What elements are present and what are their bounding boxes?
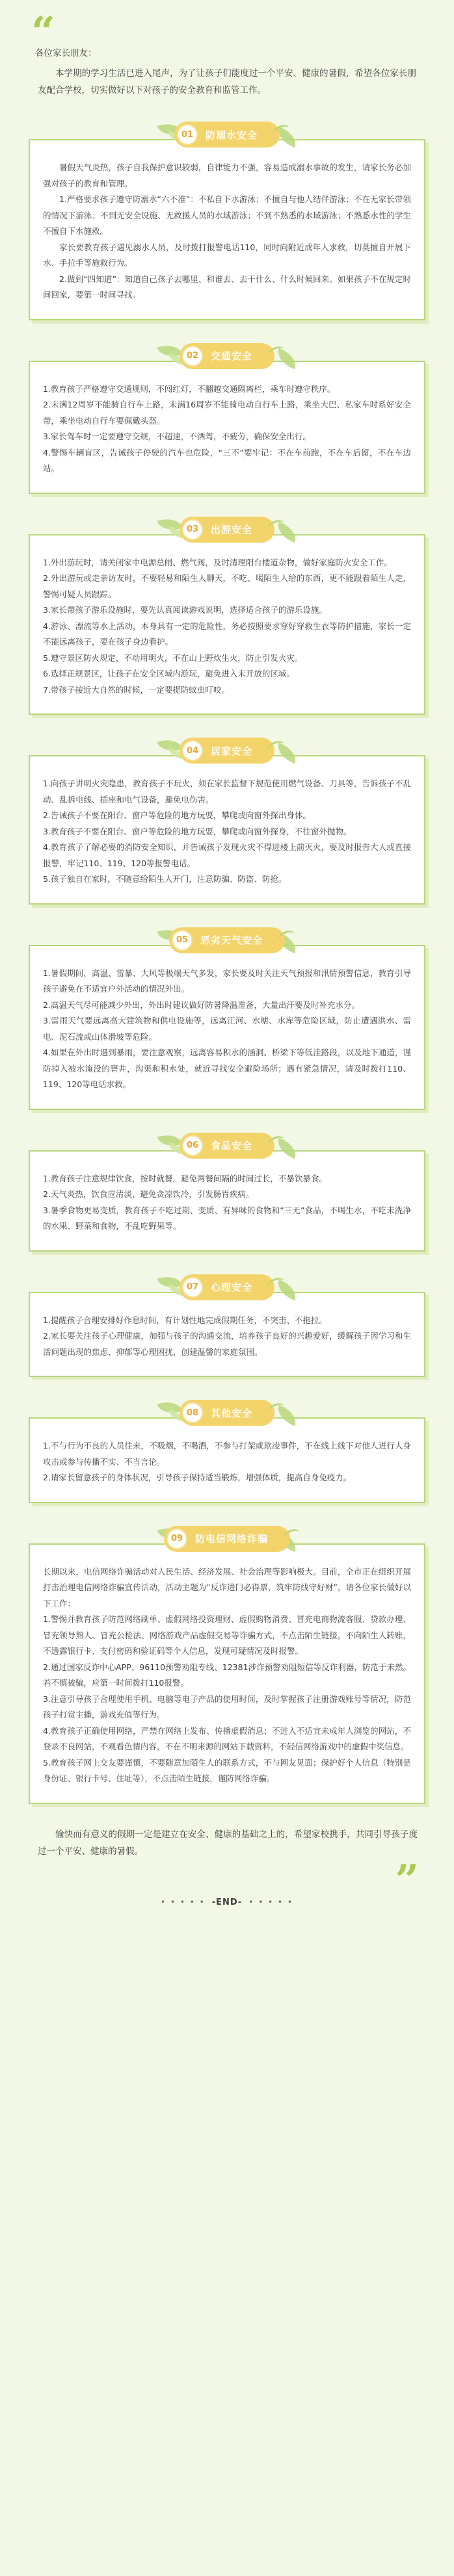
end-dots-right: • • • • • (248, 1898, 293, 1907)
section-paragraph: 7.带孩子接近大自然的时候，一定要提防蚊虫叮咬。 (43, 684, 230, 695)
section-paragraph: 3.教育孩子不要在阳台、窗户等危险的地方玩耍，攀爬或向窗外探身，不往窗外抛物。 (43, 826, 352, 836)
section-02 (29, 339, 425, 494)
section-paragraph: 3.注意引导孩子合理使用手机、电脑等电子产品的使用时间，及时掌握孩子注册游戏账号等情况，防范孩子打赏主播，游戏充值等行为。 (43, 1694, 411, 1719)
section-07 (29, 1270, 425, 1378)
section-number: 02 (182, 346, 203, 367)
section-paragraph: 1.警惕并教育孩子防范网络刷单、虚假网络投资理财、虚假购物消费、冒充电商物流客服、贷款办理、冒充领导熟人、冒充公检法、网络游戏产品虚假交易等诈骗方式，不点击陌生链接，不向陌生人转账，不透露银行卡、支付密码和验证码等个人信息，发现可疑情况及时报警。 (43, 1614, 411, 1656)
section-paragraph: 1.严格要求孩子遵守防溺水“六不准”：不私自下水游泳；不擅自与他人结伴游泳；不在无家长带领的情况下游泳；不到无安全设施、无救援人员的水域游泳；不到不熟悉的水域游泳；不熟悉水性的学生不擅自下水施救。 (43, 194, 411, 236)
section-content-box (29, 361, 425, 494)
section-paragraph: 家长要教育孩子遇见溺水人员，及时拨打报警电话110，同时向附近成年人求救，切莫擅自开展下水、手拉手等施救行为。 (43, 242, 411, 268)
section-paragraph: 4.如果在外出时遇到暴雨，要注意观察，远离容易积水的涵洞、桥梁下等低洼路段，以及地下通道，谨防掉入被水淹没的窨井，沟渠和积水处，就近寻找安全避险场所；遇有紧急情况，请及时拨打110、119、120等电话求救。 (43, 1048, 411, 1089)
section-08 (29, 1395, 425, 1503)
section-content-box (29, 1543, 425, 1804)
section-title-pill (169, 927, 285, 953)
section-04 (29, 733, 425, 905)
end-dots-left: • • • • • (161, 1898, 206, 1907)
section-paragraph: 2.做到“四知道”：知道自己孩子去哪里、和谁去、去干什么、什么时候回来。如果孩子不在规定时间回家，要第一时间寻找。 (43, 274, 411, 300)
section-title: 防溺水安全 (205, 129, 258, 141)
section-title: 交通安全 (210, 350, 252, 362)
section-number: 06 (182, 1135, 203, 1156)
end-marker (29, 1898, 425, 1907)
section-paragraph: 1.暑假期间，高温、雷暴、大风等极端天气多发，家长要及时关注天气预报和汛情预警信息，教育引导孩子避免在不适宜户外活动的情况外出。 (43, 968, 411, 994)
section-number: 01 (177, 124, 198, 145)
section-06 (29, 1128, 425, 1252)
greeting: 各位家长朋友： (35, 48, 97, 58)
section-03 (29, 512, 425, 715)
section-paragraph: 3.暑季食物更易变质，教育孩子不吃过期、变质、有异味的食物和“三无”食品，不喝生水，不吃未洗净的水果、野菜和食物，不乱吃野果等。 (43, 1205, 411, 1231)
section-paragraph: 4.游泳、漂流等水上活动，本身具有一定的危险性，务必按照要求穿好穿救生衣等防护措施，家长一定不能远离孩子，要在孩子身边看护。 (43, 621, 411, 647)
section-paragraph: 2.告诫孩子不要在阳台、窗户等危险的地方玩耍，攀爬或向窗外探出身体。 (43, 810, 311, 820)
section-paragraph: 2.家长要关注孩子心理健康，加强与孩子的沟通交流，培养孩子良好的兴趣爱好，缓解孩子因学习和生活问题出现的焦虑、抑郁等心理困扰，创建温馨的家庭氛围。 (43, 1331, 411, 1357)
section-paragraph: 暑假天气炎热，孩子自我保护意识较弱，自律能力不强，容易造成溺水事故的发生，请家长务必加强对孩子的教育和管理。 (43, 162, 411, 188)
section-header (29, 1270, 425, 1305)
section-content-box (29, 755, 425, 905)
section-title: 居家安全 (210, 745, 252, 757)
section-paragraph: 1.提醒孩子合理安排好作息时间，有计划性地完成假期任务，不突击、不拖拉。 (43, 1315, 327, 1325)
section-paragraph: 2.请家长留意孩子的身体状况，引导孩子保持适当锻炼，增强体质，提高自身免疫力。 (43, 1473, 352, 1482)
section-05 (29, 923, 425, 1110)
section-title-pill (180, 517, 274, 543)
section-header (29, 923, 425, 958)
section-number: 03 (182, 519, 203, 540)
section-title: 其他安全 (210, 1407, 252, 1419)
section-paragraph: 2.通过国家反诈中心APP、96110预警劝阻专线、12381涉诈预警劝阻短信等反诈利器，防范于未然。若不慎被骗，应第一时间拨打110报警。 (43, 1662, 411, 1688)
section-paragraph: 1.向孩子讲明火灾隐患，教育孩子不玩火，须在家长监督下规范使用燃气设备、刀具等，告诉孩子不乱动、乱拆电线、插座和电气设备，避免电伤害。 (43, 779, 411, 805)
section-paragraph: 2.高温天气尽可能减少外出，外出时建议做好防暑降温准备，大量出汗要及时补充水分。 (43, 999, 360, 1010)
end-label: -END- (211, 1897, 243, 1907)
section-paragraph: 5.孩子独自在家时，不随意给陌生人开门，注意防骗、防盗、防抢。 (43, 874, 287, 884)
section-paragraph: 3.雷雨天气要远离高大建筑物和供电设施等，远离江河、水塘、水库等危险区域，防止遭遇洪水、雷电、泥石流或山体滑坡等危险。 (43, 1016, 411, 1042)
section-paragraph: 4.教育孩子正确使用网络，严禁在网络上发布、传播虚假消息；不进入不适宜未成年人浏览的网站，不登录不良网站，不观看色情内容，不在不明来源的网站下载资料，不轻信网络游戏中的虚假中奖信息。 (43, 1725, 411, 1751)
section-title: 防电信网络诈骗 (194, 1533, 268, 1545)
section-01 (29, 117, 425, 320)
section-title: 出游安全 (210, 524, 252, 535)
section-header (29, 117, 425, 152)
section-number: 04 (182, 740, 203, 761)
sections-container (29, 117, 425, 1804)
open-quote-icon: “ (31, 8, 55, 57)
section-header (29, 1128, 425, 1163)
section-number: 05 (172, 930, 193, 951)
close-quote-icon: ” (395, 1855, 419, 1905)
section-number: 07 (182, 1277, 203, 1298)
section-paragraph: 3.家长驾车时一定要遵守交规，不超速，不酒驾，不疲劳，确保安全出行。 (43, 431, 311, 441)
section-paragraph: 2.未满12周岁不能骑自行车上路，未满16周岁不能骑电动自行车上路，乘坐大巴、私家车时系好安全带，乘坐电动自行车要佩戴头盔。 (43, 400, 411, 426)
section-paragraph: 1.教育孩子注意规律饮食，按时就餐，避免两餐间隔的时间过长，不暴饮暴食。 (43, 1173, 327, 1183)
section-title-pill (180, 343, 274, 369)
section-header (29, 339, 425, 374)
intro-paragraph: 本学期的学习生活已进入尾声，为了让孩子们能度过一个平安、健康的暑假，希望各位家长朋友配合学校，切实做好以下对孩子的安全教育和监管工作。 (38, 68, 416, 96)
section-paragraph: 1.不与行为不良的人员往来，不吸烟，不喝酒，不参与打架或欺凌事件，不在线上线下对他人进行人身攻击或参与传播不实、不当言论。 (43, 1441, 411, 1467)
section-paragraph: 3.家长带孩子游乐设施时，要先认真阅读游戏说明，选择适合孩子的游乐设施。 (43, 605, 327, 615)
section-paragraph: 5.教育孩子网上交友要谨慎，不要随意加陌生人的联系方式，不与网友见面；保护好个人信息（特别是身份证、银行卡号、住址等），不点击陌生链接，谨防网络诈骗。 (43, 1757, 411, 1783)
section-paragraph: 2.外出游玩或走亲访友时，不要轻易和陌生人聊天，不吃、喝陌生人给的东西，更不能跟着陌生人走，警惕可疑人员跟踪。 (43, 573, 411, 599)
section-title: 恶劣天气安全 (200, 934, 263, 946)
section-title-pill (180, 738, 274, 764)
section-title-pill (180, 1274, 274, 1300)
section-content-box (29, 1150, 425, 1252)
section-paragraph: 4.警惕车辆盲区，告诫孩子停驶的汽车也危险，“三不”要牢记：不在车前跑，不在车后留，不在车边站。 (43, 447, 411, 473)
section-09 (29, 1521, 425, 1804)
section-paragraph: 1.教育孩子严格遵守交通规则，不闯红灯，不翻越交通隔离栏，乘车时遵守秩序。 (43, 383, 336, 394)
section-paragraph: 5.遵守景区防火规定，不动用明火，不在山上野炊生火，防止引发火灾。 (43, 652, 303, 663)
section-number: 09 (167, 1528, 187, 1549)
section-header (29, 512, 425, 547)
section-header (29, 1395, 425, 1430)
section-paragraph: 6.选择正规景区，让孩子在安全区域内游玩，避免进入未开放的区域。 (43, 669, 295, 678)
section-content-box (29, 139, 425, 320)
section-title: 食品安全 (210, 1140, 252, 1152)
section-paragraph: 1.外出游玩时，请关闭家中电源总闸、燃气阀，及时清理阳台楼道杂物，做好家庭防火安全工作。 (43, 557, 392, 567)
section-paragraph: 2.天气炎热，饮食应清淡，避免贪凉饮冷，引发肠胃疾病。 (43, 1189, 254, 1199)
section-content-box (29, 534, 425, 715)
section-title: 心理安全 (210, 1282, 252, 1293)
section-title-pill (180, 1133, 274, 1159)
section-content-box (29, 945, 425, 1110)
closing-paragraph: 愉快而有意义的假期一定是建立在安全、健康的基础之上的，希望家校携手，共同引导孩子度过一个平安、健康的暑假。 (38, 1829, 418, 1857)
section-header (29, 733, 425, 768)
section-title-pill (180, 1400, 274, 1426)
section-header (29, 1521, 425, 1556)
section-title-pill (174, 122, 280, 148)
section-title-pill (164, 1526, 290, 1552)
section-number: 08 (182, 1402, 203, 1423)
section-paragraph: 长期以来，电信网络诈骗活动对人民生活、经济发展、社会治理等影响极大。目前，全市正在组织开展打击治理电信网络诈骗宣传活动，活动主题为“反诈进门必得票，筑牢防线守好财”。请各位家长做好以下工作： (43, 1566, 411, 1608)
section-paragraph: 4.教育孩子了解必要的消防安全知识，并告诫孩子发现火灾不得进楼上前灭火，要及时报告大人或直接报警，牢记110、119、120等报警电话。 (43, 842, 411, 868)
